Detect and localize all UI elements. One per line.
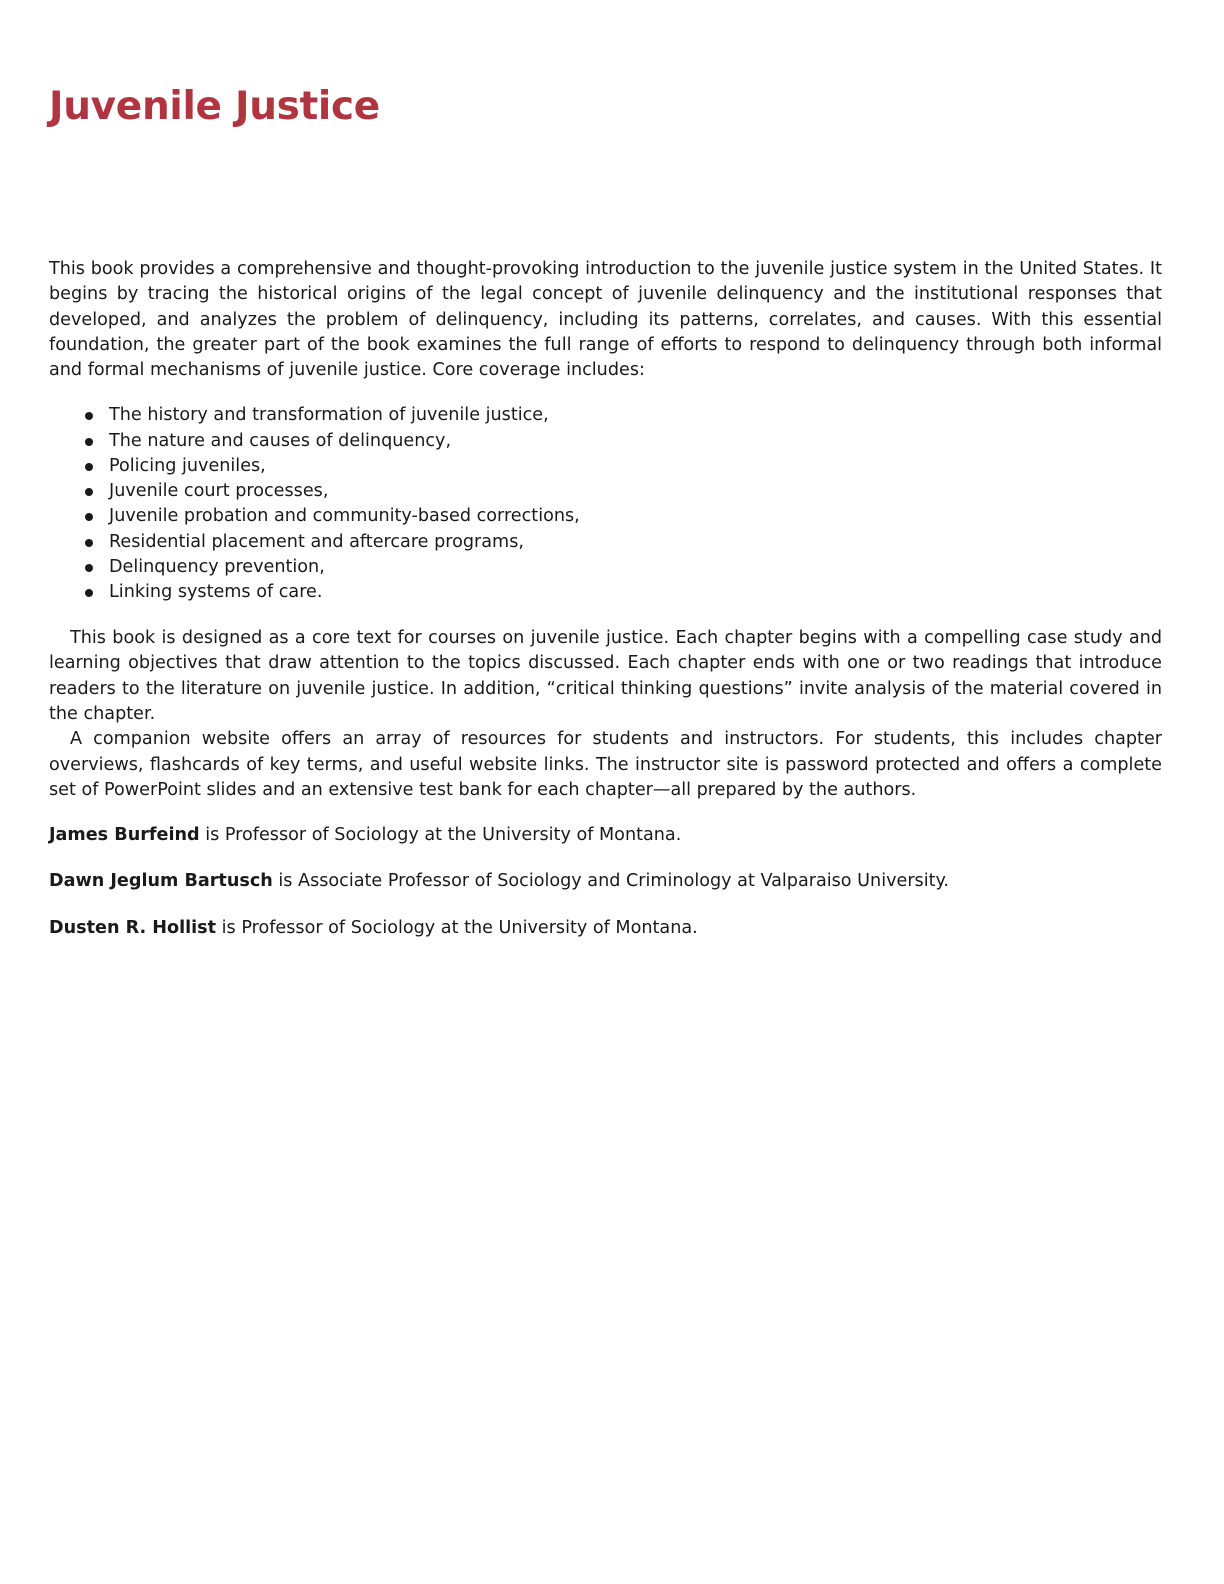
list-item-text: Juvenile court processes, — [109, 481, 329, 502]
author-description: is Professor of Sociology at the University of Montana. — [216, 917, 698, 938]
bullet-icon — [85, 412, 93, 420]
list-item-text: Residential placement and aftercare programs, — [109, 531, 524, 552]
author-description: is Associate Professor of Sociology and Criminology at Valparaiso University. — [272, 871, 949, 892]
bullet-icon — [85, 513, 93, 521]
intro-paragraph: This book provides a comprehensive and thought-provoking introduction to the juvenile justice system in the United States. It begins by tracing the historical origins of the legal concept of juvenile delinquency and the institutional responses that developed, and analyzes the problem of delinquency, including its patterns, correlates, and causes. With this essential foundation, the greater part of the book examines the full range of efforts to respond to delinquency through both informal and formal mechanisms of juvenile justice. Core coverage includes: — [49, 259, 1162, 381]
bullet-icon — [85, 488, 93, 496]
list-item — [109, 403, 1162, 428]
list-item-text: Juvenile probation and community-based corrections, — [109, 506, 580, 527]
list-item — [109, 555, 1162, 580]
bullet-icon — [85, 564, 93, 572]
website-paragraph: A companion website offers an array of resources for students and instructors. For students, this includes chapter overviews, flashcards of key terms, and useful website links. The instructor site is password protected and offers a complete set of PowerPoint slides and an extensive test bank for each chapter—all prepared by the authors. — [49, 729, 1162, 800]
list-item-text: Policing juveniles, — [109, 455, 266, 476]
list-item — [109, 479, 1162, 504]
author-bio — [49, 869, 1162, 894]
author-description: is Professor of Sociology at the University of Montana. — [199, 825, 682, 846]
list-item-text: Delinquency prevention, — [109, 556, 325, 577]
list-item — [109, 429, 1162, 454]
book-description — [49, 257, 1162, 962]
list-item — [109, 454, 1162, 479]
list-item-text: Linking systems of care. — [109, 581, 323, 602]
list-item-text: The history and transformation of juvenile justice, — [109, 405, 549, 426]
list-item — [109, 530, 1162, 555]
list-item — [109, 504, 1162, 529]
design-paragraph: This book is designed as a core text for courses on juvenile justice. Each chapter begins with a compelling case study and learning objectives that draw attention to the topics discussed. Each chapter ends with one or two readings that introduce readers to the literature on juvenile justice. In addition, “critical thinking questions” invite analysis of the material covered in the chapter. — [49, 628, 1162, 724]
list-item — [109, 580, 1162, 605]
author-bio — [49, 823, 1162, 848]
bullet-icon — [85, 539, 93, 547]
book-title: Juvenile Justice — [49, 84, 380, 129]
bullet-icon — [85, 438, 93, 446]
author-name: Dawn Jeglum Bartusch — [49, 871, 273, 892]
list-item-text: The nature and causes of delinquency, — [109, 430, 452, 451]
author-bio — [49, 916, 1162, 941]
author-name: Dusten R. Hollist — [49, 917, 217, 938]
coverage-list — [49, 403, 1162, 605]
bullet-icon — [85, 589, 93, 597]
author-name: James Burfeind — [49, 825, 200, 846]
bullet-icon — [85, 463, 93, 471]
